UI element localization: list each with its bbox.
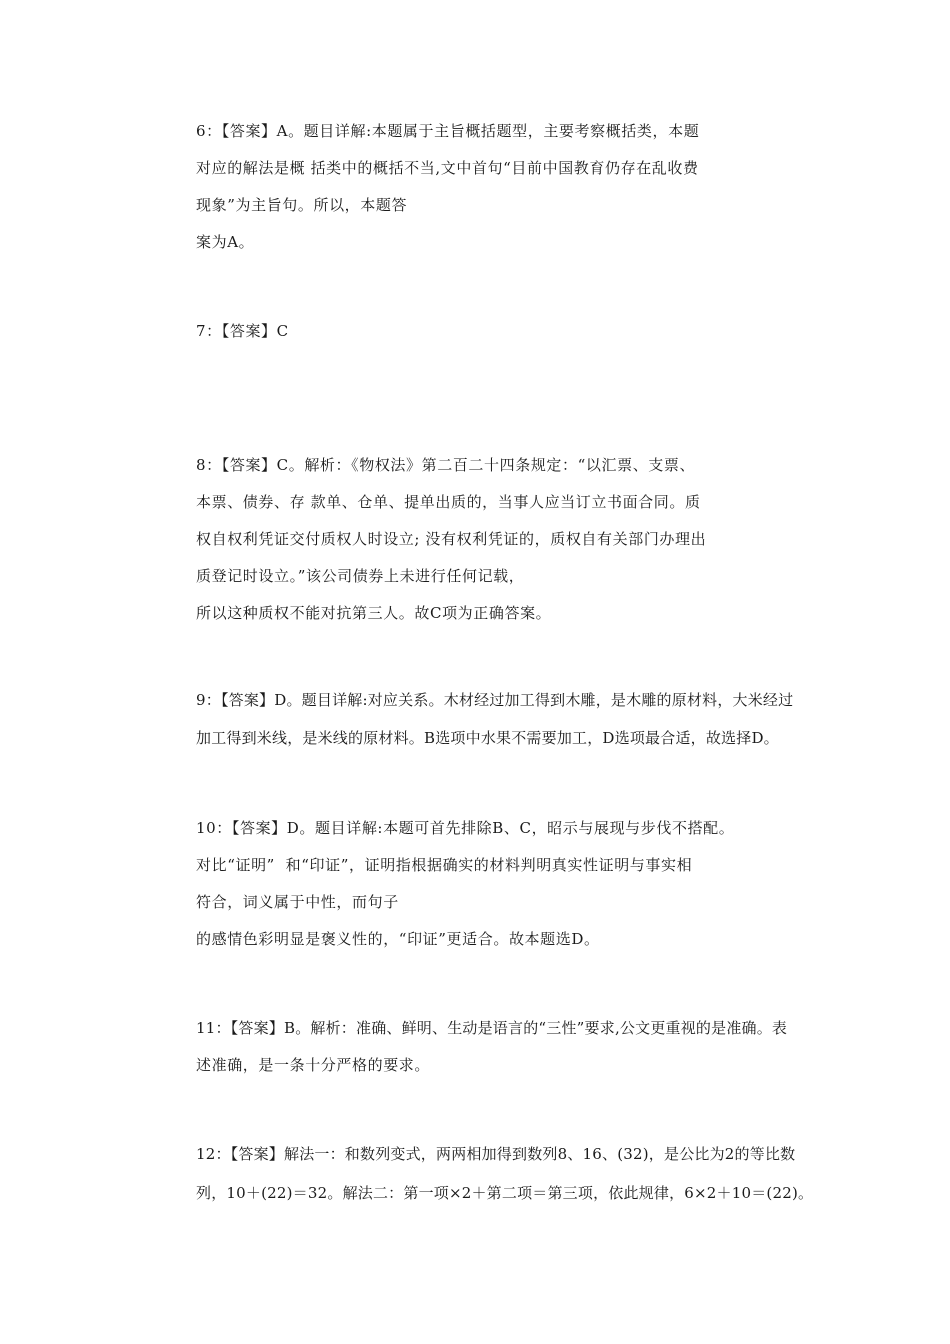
answer-9-line-2: 加工得到米线，是米线的原材料。B选项中水果不需要加工，D选项最合适，故选择D。 <box>196 729 779 747</box>
answer-8-line-4: 质登记时设立。”该公司债券上未进行任何记载， <box>196 567 525 585</box>
answer-10-line-2: 对比“证明” 和“印证”，证明指根据确实的材料判明真实性证明与事实相 <box>196 856 693 874</box>
answer-8-line-1: 8：【答案】C。解析：《物权法》第二百二十四条规定：“以汇票、支票、 <box>196 456 696 474</box>
answer-9-line-1: 9：【答案】D。题目详解:对应关系。木材经过加工得到木雕，是木雕的原材料，大米经过 <box>196 691 794 709</box>
answer-11-line-2: 述准确，是一条十分严格的要求。 <box>196 1056 431 1074</box>
answer-10-line-4: 的感情色彩明显是褒义性的，“印证”更适合。故本题选D。 <box>196 930 600 948</box>
answer-12-line-2: 列，10＋(22)＝32。解法二：第一项×2＋第二项＝第三项，依此规律，6×2＋10＝(22)。 <box>196 1184 814 1202</box>
answer-8-line-2: 本票、债券、存 款单、仓单、提单出质的，当事人应当订立书面合同。质 <box>196 493 701 511</box>
answer-6-line-3: 现象”为主旨句。所以，本题答 <box>196 196 408 214</box>
answer-7-line-1: 7：【答案】C <box>196 322 289 340</box>
answer-12-line-1: 12：【答案】解法一：和数列变式，两两相加得到数列8、16、(32)，是公比为2的等比数 <box>196 1145 796 1163</box>
answer-10-line-1: 10：【答案】D。题目详解:本题可首先排除B、C，昭示与展现与步伐不搭配。 <box>196 819 735 837</box>
answer-11-line-1: 11：【答案】B。解析：准确、鲜明、生动是语言的“三性”要求,公文更重视的是准确。表 <box>196 1019 788 1037</box>
answer-6-line-1: 6：【答案】A。题目详解:本题属于主旨概括题型，主要考察概括类，本题 <box>196 122 700 140</box>
answer-10-line-3: 符合，词义属于中性，而句子 <box>196 893 399 911</box>
answer-8-line-5: 所以这种质权不能对抗第三人。故C项为正确答案。 <box>196 604 552 622</box>
answer-6-line-2: 对应的解法是概 括类中的概括不当,文中首句“目前中国教育仍存在乱收费 <box>196 159 699 177</box>
answer-6-line-4: 案为A。 <box>196 233 255 251</box>
answer-8-line-3: 权自权利凭证交付质权人时设立; 没有权利凭证的，质权自有关部门办理出 <box>196 530 707 548</box>
